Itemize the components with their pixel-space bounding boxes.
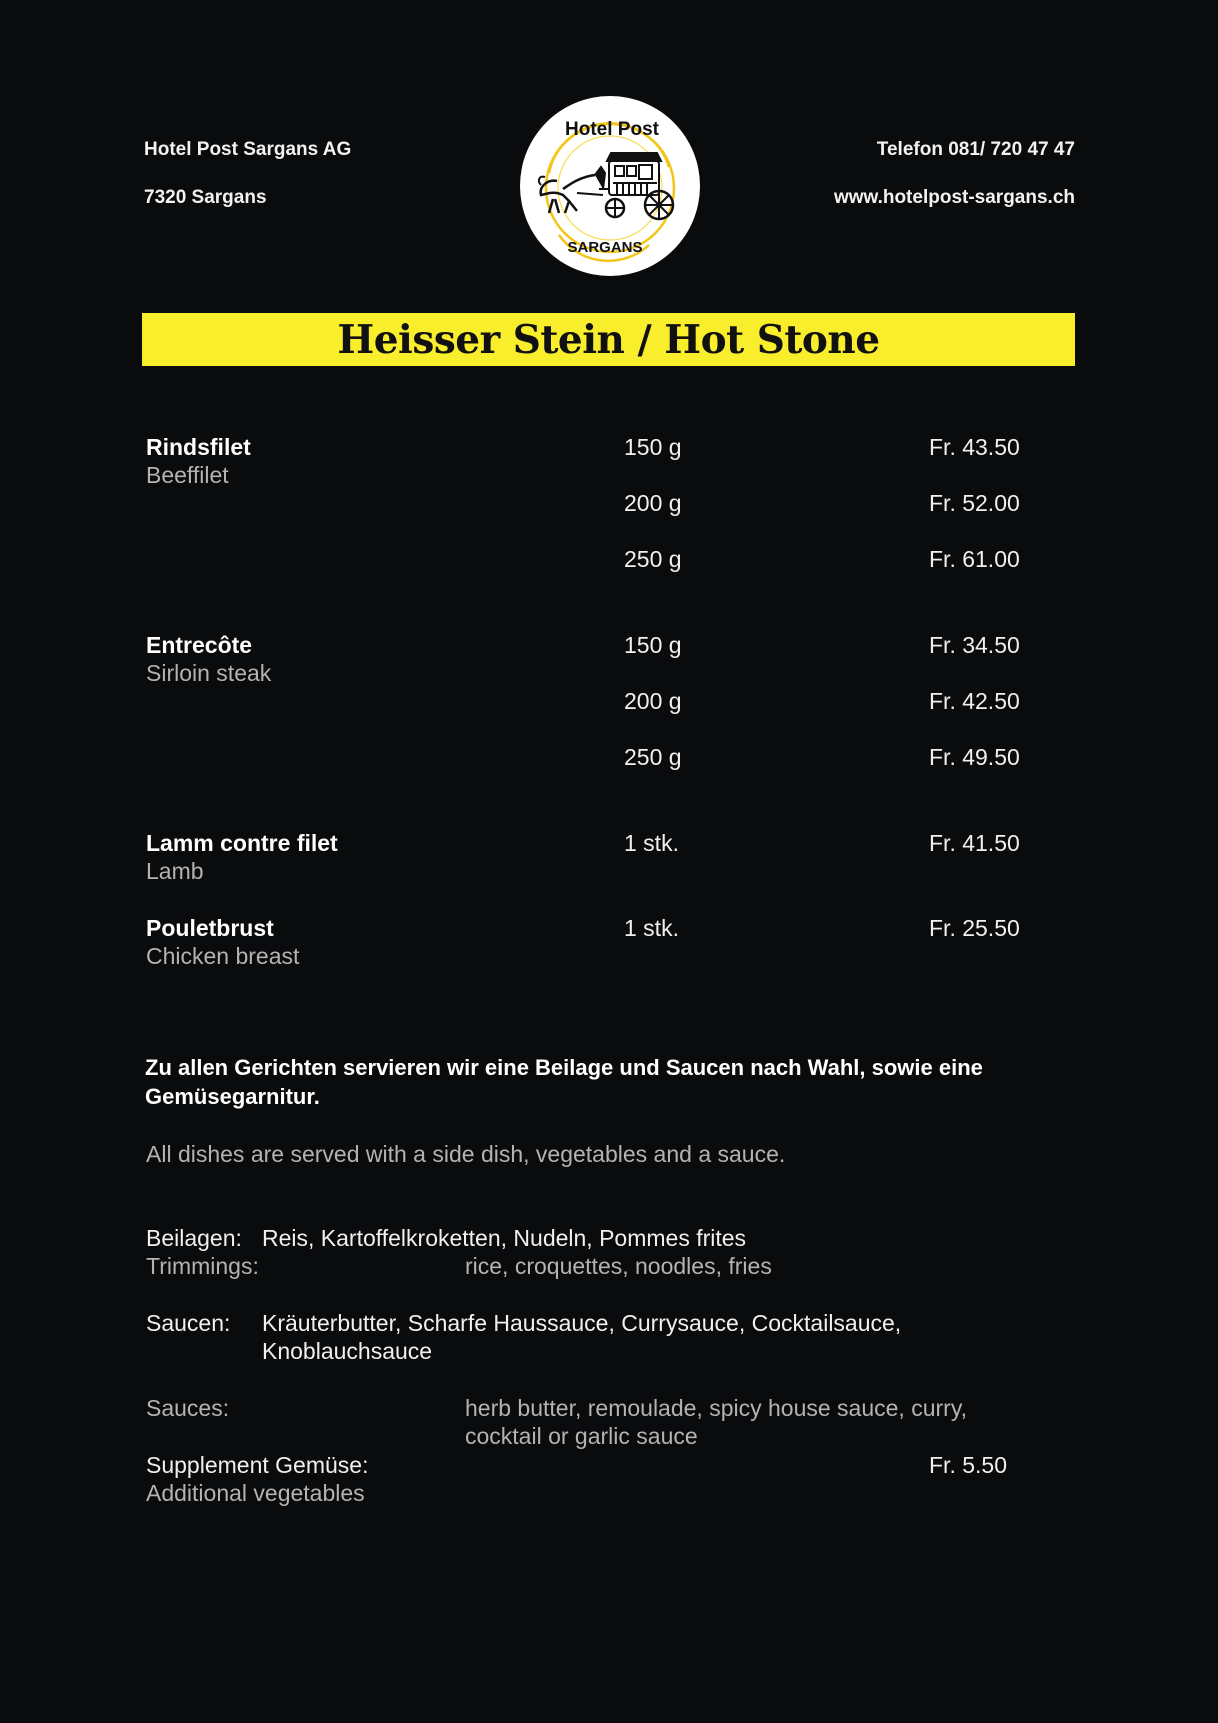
item-name: Pouletbrust (146, 915, 274, 941)
sauces-value-line1: Kräuterbutter, Scharfe Haussauce, Currysauce, Cocktailsauce, (262, 1310, 902, 1336)
item-quantity: 250 g (624, 546, 682, 572)
note-german: Zu allen Gerichten servieren wir eine Beilage und Saucen nach Wahl, sowie eine Gemüsegarnitur. (145, 1055, 983, 1109)
sauces-en-label: Sauces: (146, 1395, 230, 1421)
hotel-logo (519, 95, 701, 277)
item-translation: Chicken breast (146, 943, 300, 969)
item-price: Fr. 42.50 (929, 688, 1020, 714)
item-price: Fr. 52.00 (929, 490, 1020, 516)
trimmings-value: rice, croquettes, noodles, fries (465, 1253, 772, 1279)
item-translation: Lamb (146, 858, 204, 884)
title-banner (142, 313, 1075, 366)
trimmings-label: Trimmings: (146, 1253, 259, 1279)
company-city: 7320 Sargans (144, 187, 267, 208)
item-quantity: 150 g (624, 632, 682, 658)
sauces-label: Saucen: (146, 1310, 231, 1336)
item-quantity: 200 g (624, 688, 682, 714)
item-quantity: 150 g (624, 434, 682, 460)
sides-value: Reis, Kartoffelkroketten, Nudeln, Pommes frites (262, 1225, 747, 1251)
item-name: Rindsfilet (146, 434, 251, 460)
phone-number: Telefon 081/ 720 47 47 (876, 139, 1075, 160)
item-quantity: 1 stk. (624, 830, 679, 856)
website-link[interactable]: www.hotelpost-sargans.ch (833, 187, 1075, 208)
page-title: Heisser Stein / Hot Stone (337, 316, 880, 363)
note-english: All dishes are served with a side dish, vegetables and a sauce. (146, 1141, 786, 1167)
item-price: Fr. 34.50 (929, 632, 1020, 658)
supplement-en-label: Additional vegetables (146, 1480, 365, 1506)
sauces-en-value-line1: herb butter, remoulade, spicy house sauce, curry, (465, 1395, 968, 1421)
supplement-price: Fr. 5.50 (929, 1452, 1007, 1478)
item-quantity: 250 g (624, 744, 682, 770)
item-translation: Beeffilet (146, 462, 229, 488)
logo-top-text: Hotel Post (565, 119, 659, 140)
sides-label: Beilagen: (146, 1225, 242, 1251)
item-name: Lamm contre filet (146, 830, 338, 856)
sauces-en-value-line2: cocktail or garlic sauce (465, 1423, 698, 1449)
item-quantity: 1 stk. (624, 915, 679, 941)
item-translation: Sirloin steak (146, 660, 272, 686)
item-name: Entrecôte (146, 632, 253, 658)
company-name: Hotel Post Sargans AG (144, 139, 352, 160)
item-price: Fr. 43.50 (929, 434, 1020, 460)
sauces-value-line2: Knoblauchsauce (262, 1338, 433, 1364)
item-price: Fr. 25.50 (929, 915, 1020, 941)
item-price: Fr. 49.50 (929, 744, 1020, 770)
item-price: Fr. 41.50 (929, 830, 1020, 856)
item-price: Fr. 61.00 (929, 546, 1020, 572)
item-quantity: 200 g (624, 490, 682, 516)
logo-bottom-text: SARGANS (567, 239, 643, 256)
supplement-label: Supplement Gemüse: (146, 1452, 369, 1478)
